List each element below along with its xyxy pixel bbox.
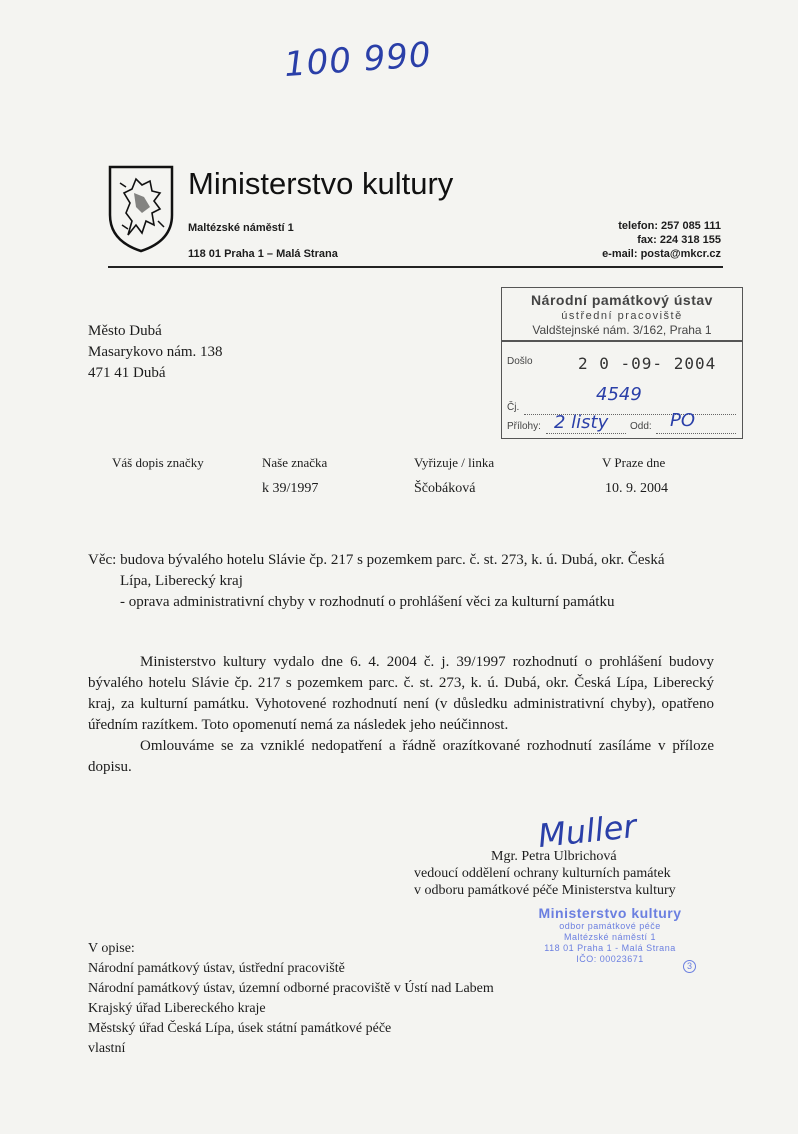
header-rule	[108, 266, 723, 268]
stamp-ref-label: Čj.	[507, 402, 520, 413]
seal-line-4: IČO: 00023671	[576, 954, 644, 964]
handled-by-label: Vyřizuje / linka	[414, 455, 495, 470]
copy-item: Národní památkový ústav, územní odborné pracoviště v Ústí nad Labem	[88, 981, 494, 996]
copies-label: V opise:	[88, 941, 135, 956]
our-ref-label: Naše značka	[262, 455, 328, 470]
body-paragraph-2: Omlouváme se za vzniklé nedopatření a řádně orazítkované rozhodnutí zasíláme v příloze dopisu.	[88, 738, 714, 775]
ministry-name: Ministerstvo kultury	[188, 166, 454, 201]
copy-item: vlastní	[88, 1041, 126, 1056]
stamp-divider	[502, 340, 742, 342]
subject-line-3: - oprava administrativní chyby v rozhodnutí o prohlášení věci za kulturní památku	[120, 594, 615, 610]
stamp-department: ústřední pracoviště	[561, 310, 683, 322]
stamp-institution: Národní památkový ústav	[531, 292, 713, 308]
subject-line-1: Věc: budova bývalého hotelu Slávie čp. 217 s pozemkem parc. č. st. 273, k. ú. Dubá, okr. Česká	[88, 552, 665, 568]
stamp-dept-value: PO	[670, 410, 696, 431]
stamp-attachments-line	[546, 433, 626, 434]
handled-by-value: Ščobáková	[414, 481, 476, 496]
copy-item: Národní památkový ústav, ústřední pracoviště	[88, 961, 345, 976]
copies-list	[88, 939, 494, 1059]
stamp-ref-number: 4549	[596, 384, 642, 405]
copy-item: Krajský úřad Libereckého kraje	[88, 1001, 266, 1016]
letter-body	[88, 652, 714, 778]
letter-date: 10. 9. 2004	[605, 481, 668, 496]
recipient-line-1: Město Dubá	[88, 323, 162, 339]
stamp-attachments-label: Přílohy:	[507, 421, 541, 432]
our-ref-value: k 39/1997	[262, 481, 319, 496]
signatory-title-2: v odboru památkové péče Ministerstva kultury	[414, 883, 676, 898]
copy-item: Městský úřad Česká Lípa, úsek státní památkové péče	[88, 1021, 392, 1036]
ministry-address-city: 118 01 Praha 1 – Malá Strana	[188, 248, 338, 260]
stamp-dept-line	[656, 433, 736, 434]
body-paragraph-1: Ministerstvo kultury vydalo dne 6. 4. 2004 č. j. 39/1997 rozhodnutí o prohlášení budovy bývalého hotelu Slávie čp. 217 s pozemkem parc. č. st. 273, k. ú. Dubá, okr. Česká Lípa, Liberecký kraj, za kulturní památku. Vyhotovené rozhodnutí není (v důsledku administrativní chyby), opatřeno úředním razítkem. Toto opomenutí nemá za následek jeho neúčinnost.	[88, 654, 714, 733]
ministry-address-street: Maltézské náměstí 1	[188, 222, 294, 234]
subject-line-2: Lípa, Liberecký kraj	[120, 573, 243, 589]
ministry-contact	[602, 219, 721, 261]
seal-line-3: 118 01 Praha 1 - Malá Strana	[544, 943, 676, 953]
recipient-address	[88, 321, 223, 384]
seal-line-2: Maltézské náměstí 1	[563, 932, 657, 942]
stamp-address: Valdštejnské nám. 3/162, Praha 1	[532, 323, 712, 337]
subject	[88, 550, 718, 613]
stamp-attachments-value: 2 listy	[554, 412, 609, 433]
place-date-label: V Praze dne	[602, 455, 666, 470]
signatory-name: Mgr. Petra Ulbrichová	[491, 849, 617, 864]
czech-lion-crest-icon	[106, 163, 176, 253]
handwritten-document-number: 100 990	[282, 34, 433, 86]
stamp-received-label: Došlo	[507, 356, 533, 367]
stamp-dept-label: Odd:	[630, 421, 652, 432]
received-stamp	[501, 287, 743, 439]
seal-line-1: odbor památkové péče	[559, 921, 661, 931]
fax: fax: 224 318 155	[637, 234, 721, 246]
your-letter-label: Váš dopis značky	[112, 455, 204, 470]
recipient-line-3: 471 41 Dubá	[88, 365, 166, 381]
phone: telefon: 257 085 111	[618, 220, 721, 232]
recipient-line-2: Masarykovo nám. 138	[88, 344, 223, 360]
stamp-received-date: 2 0 -09- 2004	[578, 354, 717, 373]
handwritten-signature: Muller	[536, 806, 639, 856]
seal-title: Ministerstvo kultury	[538, 905, 682, 921]
official-seal	[510, 905, 710, 971]
signatory-title-1: vedoucí oddělení ochrany kulturních památek	[414, 866, 671, 881]
email: e-mail: posta@mkcr.cz	[602, 248, 721, 260]
seal-number: 3	[683, 960, 696, 973]
signature-block	[414, 848, 714, 899]
